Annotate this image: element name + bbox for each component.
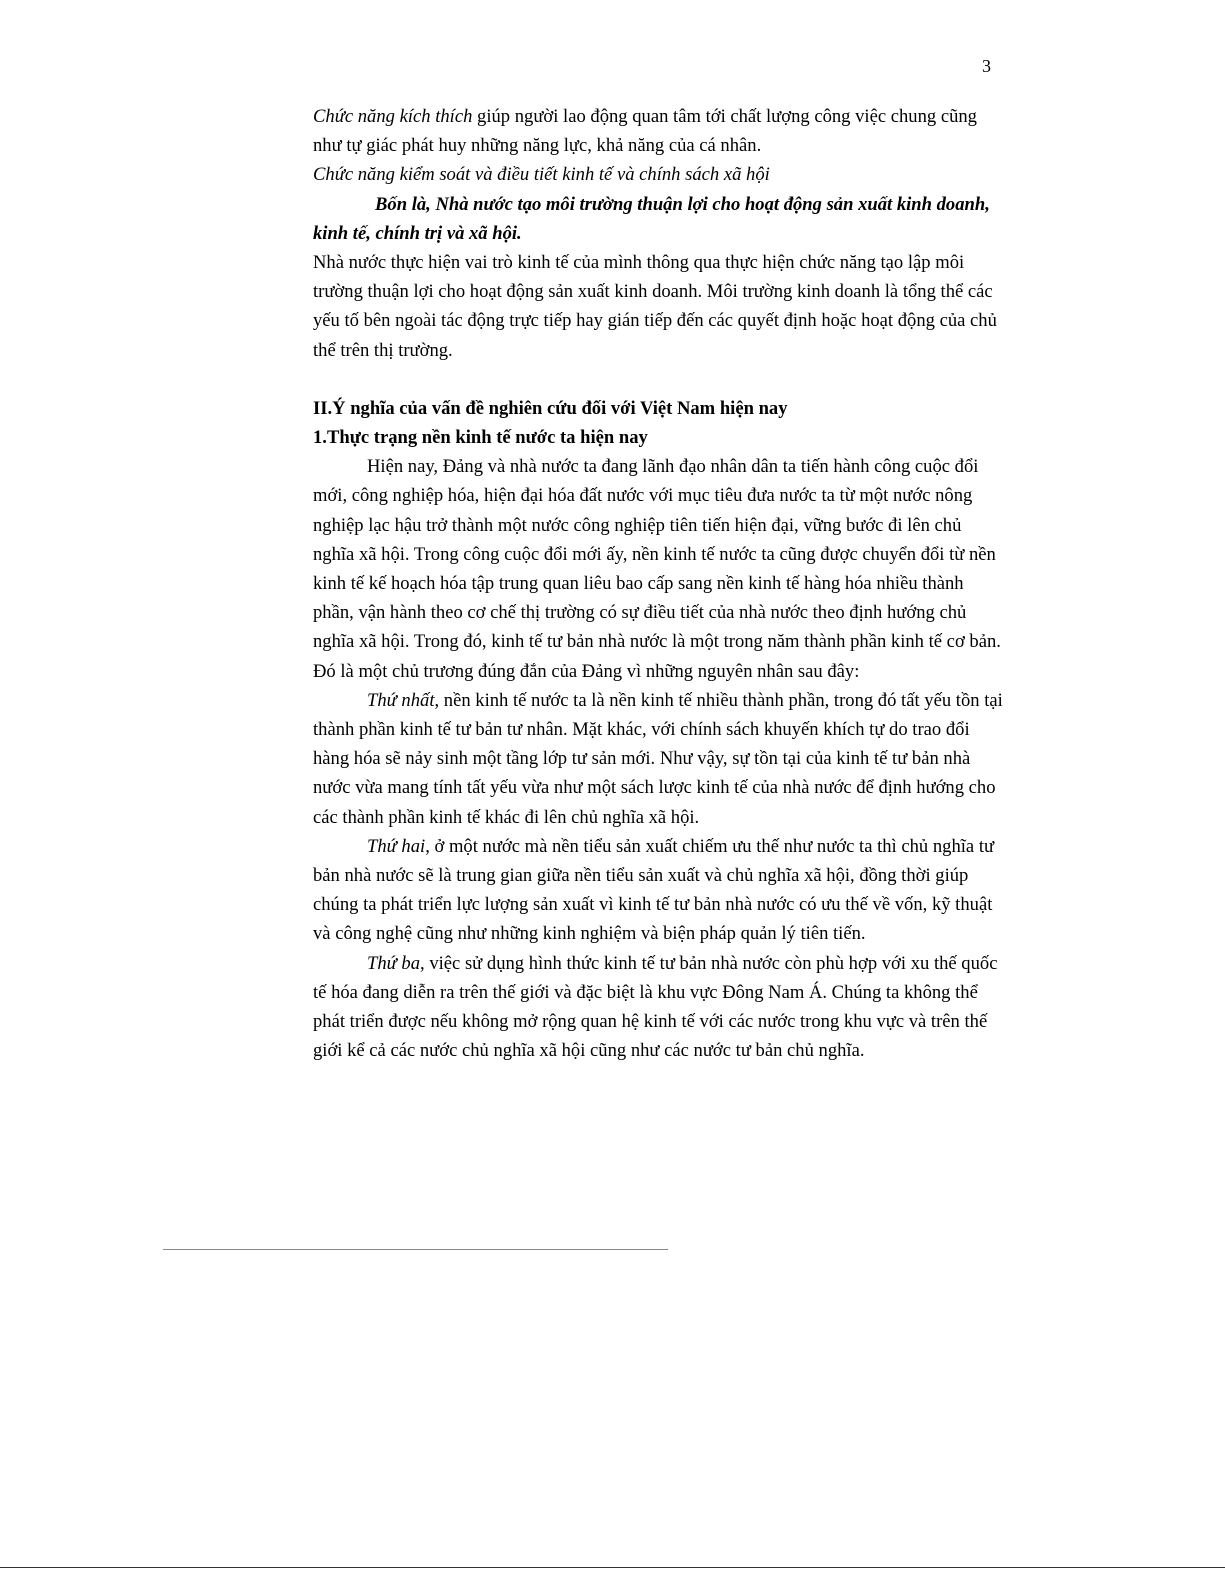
paragraph-current-situation: Hiện nay, Đảng và nhà nước ta đang lãnh đạo nhân dân ta tiến hành công cuộc đổi mới, công nghiệp hóa, hiện đại hóa đất nước với mục tiêu đưa nước ta từ một nước nông nghiệp lạc hậu trở thành một nước công nghiệp tiên tiến hiện đại, vững bước đi lên chủ nghĩa xã hội. Trong công cuộc đổi mới ấy, nền kinh tế nước ta cũng được chuyển đổi từ nền kinh tế kế hoạch hóa tập trung quan liêu bao cấp sang nền kinh tế hàng hóa nhiều thành phần, vận hành theo cơ chế thị trường có sự điều tiết của nhà nước theo định hướng chủ nghĩa xã hội. Trong đó, kinh tế tư bản nhà nước là một trong năm thành phần kinh tế cơ bản. Đó là một chủ trương đúng đắn của Đảng vì những nguyên nhân sau đây:: [313, 456, 1001, 682]
document-body: [313, 102, 1003, 1066]
paragraph-control-function: Chức năng kiểm soát và điều tiết kinh tế và chính sách xã hội: [313, 164, 770, 186]
paragraph-text: giúp người lao động quan tâm tới chất lượng công việc chung cũng như tự giác phát huy những năng lực, khả năng của cá nhân.: [313, 106, 977, 157]
italic-term: Chức năng kích thích: [313, 106, 473, 127]
paragraph-stimulation-function: [313, 102, 1003, 160]
paragraph-text: , việc sử dụng hình thức kinh tế tư bản nhà nước còn phù hợp với xu thế quốc tế hóa đang diễn ra trên thế giới và đặc biệt là khu vực Đông Nam Á. Chúng ta không thể phát triển được nếu không mở rộng quan hệ kinh tế với các nước trong khu vực và trên thế giới kể cả các nước chủ nghĩa xã hội cũng như các nước tư bản chủ nghĩa.: [313, 952, 998, 1062]
blank-line: [313, 365, 1003, 394]
italic-term: Thứ nhất: [367, 689, 435, 711]
italic-term: Thứ ba: [367, 952, 421, 974]
page-number: 3: [982, 56, 991, 76]
paragraph-fourth-point-heading: Bốn là, Nhà nước tạo môi trường thuận lợi cho hoạt động sản xuất kinh doanh, kinh tế, chính trị và xã hội.: [313, 193, 990, 244]
page-bottom-border: [0, 1567, 1225, 1568]
paragraph-business-environment: Nhà nước thực hiện vai trò kinh tế của mình thông qua thực hiện chức năng tạo lập môi trường thuận lợi cho hoạt động sản xuất kinh doanh. Môi trường kinh doanh là tổng thể các yếu tố bên ngoài tác động trực tiếp hay gián tiếp đến các quyết định hoặc hoạt động của chủ thể trên thị trường.: [313, 252, 997, 361]
paragraph-text: , ở một nước mà nền tiểu sản xuất chiếm ưu thế như nước ta thì chủ nghĩa tư bản nhà nước sẽ là trung gian giữa nền tiểu sản xuất và chủ nghĩa xã hội, đồng thời giúp chúng ta phát triển lực lượng sản xuất vì kinh tế tư bản nhà nước có ưu thế về vốn, kỹ thuật và công nghệ cũng như những kinh nghiệm và biện pháp quản lý tiên tiến.: [313, 835, 995, 945]
paragraph-second-reason: [313, 832, 1003, 949]
subsection-heading: 1.Thực trạng nền kinh tế nước ta hiện nay: [313, 427, 648, 449]
paragraph-text: , nền kinh tế nước ta là nền kinh tế nhiều thành phần, trong đó tất yếu tồn tại thành phần kinh tế tư bản tư nhân. Mặt khác, với chính sách khuyến khích tự do trao đổi hàng hóa sẽ nảy sinh một tầng lớp tư sản mới. Như vậy, sự tồn tại của kinh tế tư bản nhà nước vừa mang tính tất yếu vừa như một sách lược kinh tế của nhà nước để định hướng cho các thành phần kinh tế khác đi lên chủ nghĩa xã hội.: [313, 689, 1003, 828]
paragraph-third-reason: [313, 949, 1003, 1066]
paragraph-first-reason: [313, 686, 1003, 832]
footnote-separator: [163, 1249, 668, 1250]
section-heading: II.Ý nghĩa của vấn đề nghiên cứu đối với Việt Nam hiện nay: [313, 397, 788, 419]
italic-term: Thứ hai: [367, 835, 426, 857]
